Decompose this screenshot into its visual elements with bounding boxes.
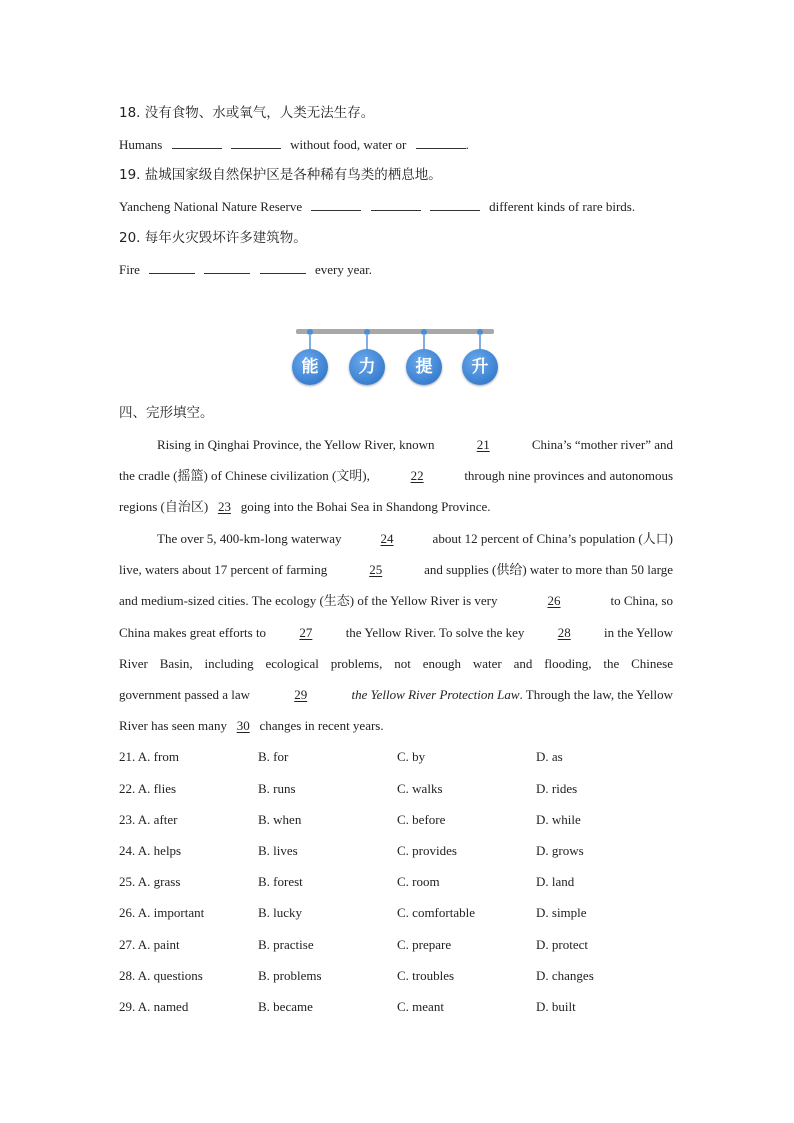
option-d[interactable]: D. as bbox=[536, 749, 563, 764]
option-c[interactable]: C. walks bbox=[397, 781, 443, 796]
passage-text: Rising in Qinghai Province, the Yellow River, known bbox=[157, 437, 435, 452]
passage-line bbox=[119, 593, 673, 609]
q20-sentence bbox=[119, 261, 372, 278]
section-title: 四、完形填空。 bbox=[119, 405, 214, 421]
option-c[interactable]: C. prepare bbox=[397, 937, 452, 952]
option-b[interactable]: B. for bbox=[258, 749, 289, 764]
option-a[interactable]: 28. A. questions bbox=[119, 968, 203, 983]
option-c[interactable]: C. troubles bbox=[397, 968, 455, 983]
passage-line bbox=[119, 437, 673, 453]
banner-badge: 升 bbox=[462, 349, 498, 385]
passage-line bbox=[119, 562, 673, 578]
blank-24[interactable]: 24 bbox=[380, 531, 394, 546]
passage-text: the Yellow River. To solve the key bbox=[345, 625, 525, 640]
option-d[interactable]: D. grows bbox=[536, 843, 584, 858]
option-d[interactable]: D. land bbox=[536, 874, 575, 889]
passage-text: the cradle (摇篮) of Chinese civilization (文明), bbox=[119, 468, 370, 483]
passage-text: through nine provinces and autonomous bbox=[464, 468, 673, 483]
q19-pre: Yancheng National Nature Reserve bbox=[119, 199, 303, 214]
q18-pre: Humans bbox=[119, 137, 163, 152]
q20-blank-2[interactable] bbox=[204, 261, 250, 274]
banner-bar bbox=[296, 329, 494, 334]
passage-line bbox=[119, 625, 673, 641]
option-a[interactable]: 29. A. named bbox=[119, 999, 189, 1014]
law-title: the Yellow River Protection Law bbox=[351, 687, 520, 702]
q20-post: every year. bbox=[314, 262, 372, 277]
q18-sentence bbox=[119, 136, 469, 153]
blank-30[interactable]: 30 bbox=[236, 718, 250, 733]
option-a[interactable]: 21. A. from bbox=[119, 749, 179, 764]
option-a[interactable]: 26. A. important bbox=[119, 905, 205, 920]
passage-line bbox=[119, 468, 673, 484]
passage-line bbox=[119, 718, 673, 734]
blank-21[interactable]: 21 bbox=[476, 437, 490, 452]
ability-banner bbox=[292, 326, 498, 386]
passage-text: China makes great efforts to bbox=[119, 625, 267, 640]
option-a[interactable]: 27. A. paint bbox=[119, 937, 180, 952]
blank-23[interactable]: 23 bbox=[217, 499, 231, 514]
blank-22[interactable]: 22 bbox=[410, 468, 424, 483]
passage-text: to China, so bbox=[610, 593, 673, 608]
option-a[interactable]: 25. A. grass bbox=[119, 874, 181, 889]
option-a[interactable]: 22. A. flies bbox=[119, 781, 177, 796]
q20-blank-1[interactable] bbox=[149, 261, 195, 274]
passage-line bbox=[119, 531, 673, 547]
option-d[interactable]: D. protect bbox=[536, 937, 588, 952]
option-d[interactable]: D. rides bbox=[536, 781, 578, 796]
passage-text: and supplies (供给) water to more than 50 large bbox=[424, 562, 673, 577]
blank-26[interactable]: 26 bbox=[547, 593, 561, 608]
q19-blank-1[interactable] bbox=[311, 198, 361, 211]
option-d[interactable]: D. changes bbox=[536, 968, 594, 983]
option-c[interactable]: C. room bbox=[397, 874, 440, 889]
q18-blank-3[interactable] bbox=[416, 136, 466, 149]
option-a[interactable]: 23. A. after bbox=[119, 812, 178, 827]
q20-blank-3[interactable] bbox=[260, 261, 306, 274]
option-c[interactable]: C. meant bbox=[397, 999, 444, 1014]
option-b[interactable]: B. lucky bbox=[258, 905, 303, 920]
q18-end: . bbox=[465, 137, 469, 152]
passage-line bbox=[119, 499, 673, 515]
q20-prompt: 20. 每年火灾毁坏许多建筑物。 bbox=[119, 230, 307, 246]
option-b[interactable]: B. practise bbox=[258, 937, 314, 952]
passage-text: government passed a law bbox=[119, 687, 251, 702]
option-a[interactable]: 24. A. helps bbox=[119, 843, 182, 858]
q20-pre: Fire bbox=[119, 262, 140, 277]
passage-text: China’s “mother river” and bbox=[531, 437, 673, 452]
blank-27[interactable]: 27 bbox=[299, 625, 313, 640]
passage-text: The over 5, 400-km-long waterway bbox=[157, 531, 342, 546]
option-b[interactable]: B. forest bbox=[258, 874, 303, 889]
q18-blank-1[interactable] bbox=[172, 136, 222, 149]
passage-text: going into the Bohai Sea in Shandong Province. bbox=[240, 499, 491, 514]
banner-badge: 能 bbox=[292, 349, 328, 385]
q18-prompt: 18. 没有食物、水或氧气，人类无法生存。 bbox=[119, 105, 375, 121]
passage-text: changes in recent years. bbox=[259, 718, 384, 733]
banner-badge: 提 bbox=[406, 349, 442, 385]
passage-text: River has seen many bbox=[119, 718, 227, 733]
q19-prompt: 19. 盐城国家级自然保护区是各种稀有鸟类的栖息地。 bbox=[119, 167, 442, 183]
passage-text: live, waters about 17 percent of farming bbox=[119, 562, 328, 577]
option-b[interactable]: B. lives bbox=[258, 843, 298, 858]
option-b[interactable]: B. runs bbox=[258, 781, 296, 796]
option-d[interactable]: D. while bbox=[536, 812, 581, 827]
q19-post: different kinds of rare birds. bbox=[489, 199, 636, 214]
option-c[interactable]: C. comfortable bbox=[397, 905, 475, 920]
option-b[interactable]: B. when bbox=[258, 812, 302, 827]
q18-blank-2[interactable] bbox=[231, 136, 281, 149]
option-c[interactable]: C. by bbox=[397, 749, 426, 764]
q19-blank-2[interactable] bbox=[371, 198, 421, 211]
option-d[interactable]: D. simple bbox=[536, 905, 587, 920]
option-b[interactable]: B. problems bbox=[258, 968, 322, 983]
passage-text: about 12 percent of China’s population (人口) bbox=[432, 531, 673, 546]
q18-mid: without food, water or bbox=[290, 137, 407, 152]
option-d[interactable]: D. built bbox=[536, 999, 576, 1014]
passage-text: regions (自治区) bbox=[119, 499, 209, 514]
blank-25[interactable]: 25 bbox=[369, 562, 383, 577]
blank-28[interactable]: 28 bbox=[557, 625, 571, 640]
passage-line bbox=[119, 687, 673, 703]
passage-text: and medium-sized cities. The ecology (生态) of the Yellow River is very bbox=[119, 593, 498, 608]
passage-line: River Basin, including ecological problems, not enough water and flooding, the Chinese bbox=[119, 656, 673, 671]
option-c[interactable]: C. provides bbox=[397, 843, 457, 858]
q19-sentence bbox=[119, 198, 635, 215]
banner-badge: 力 bbox=[349, 349, 385, 385]
option-b[interactable]: B. became bbox=[258, 999, 313, 1014]
passage-text: in the Yellow bbox=[604, 625, 673, 640]
option-c[interactable]: C. before bbox=[397, 812, 446, 827]
blank-29[interactable]: 29 bbox=[294, 687, 308, 702]
passage-text: . Through the law, the Yellow bbox=[519, 687, 673, 702]
q19-blank-3[interactable] bbox=[430, 198, 480, 211]
